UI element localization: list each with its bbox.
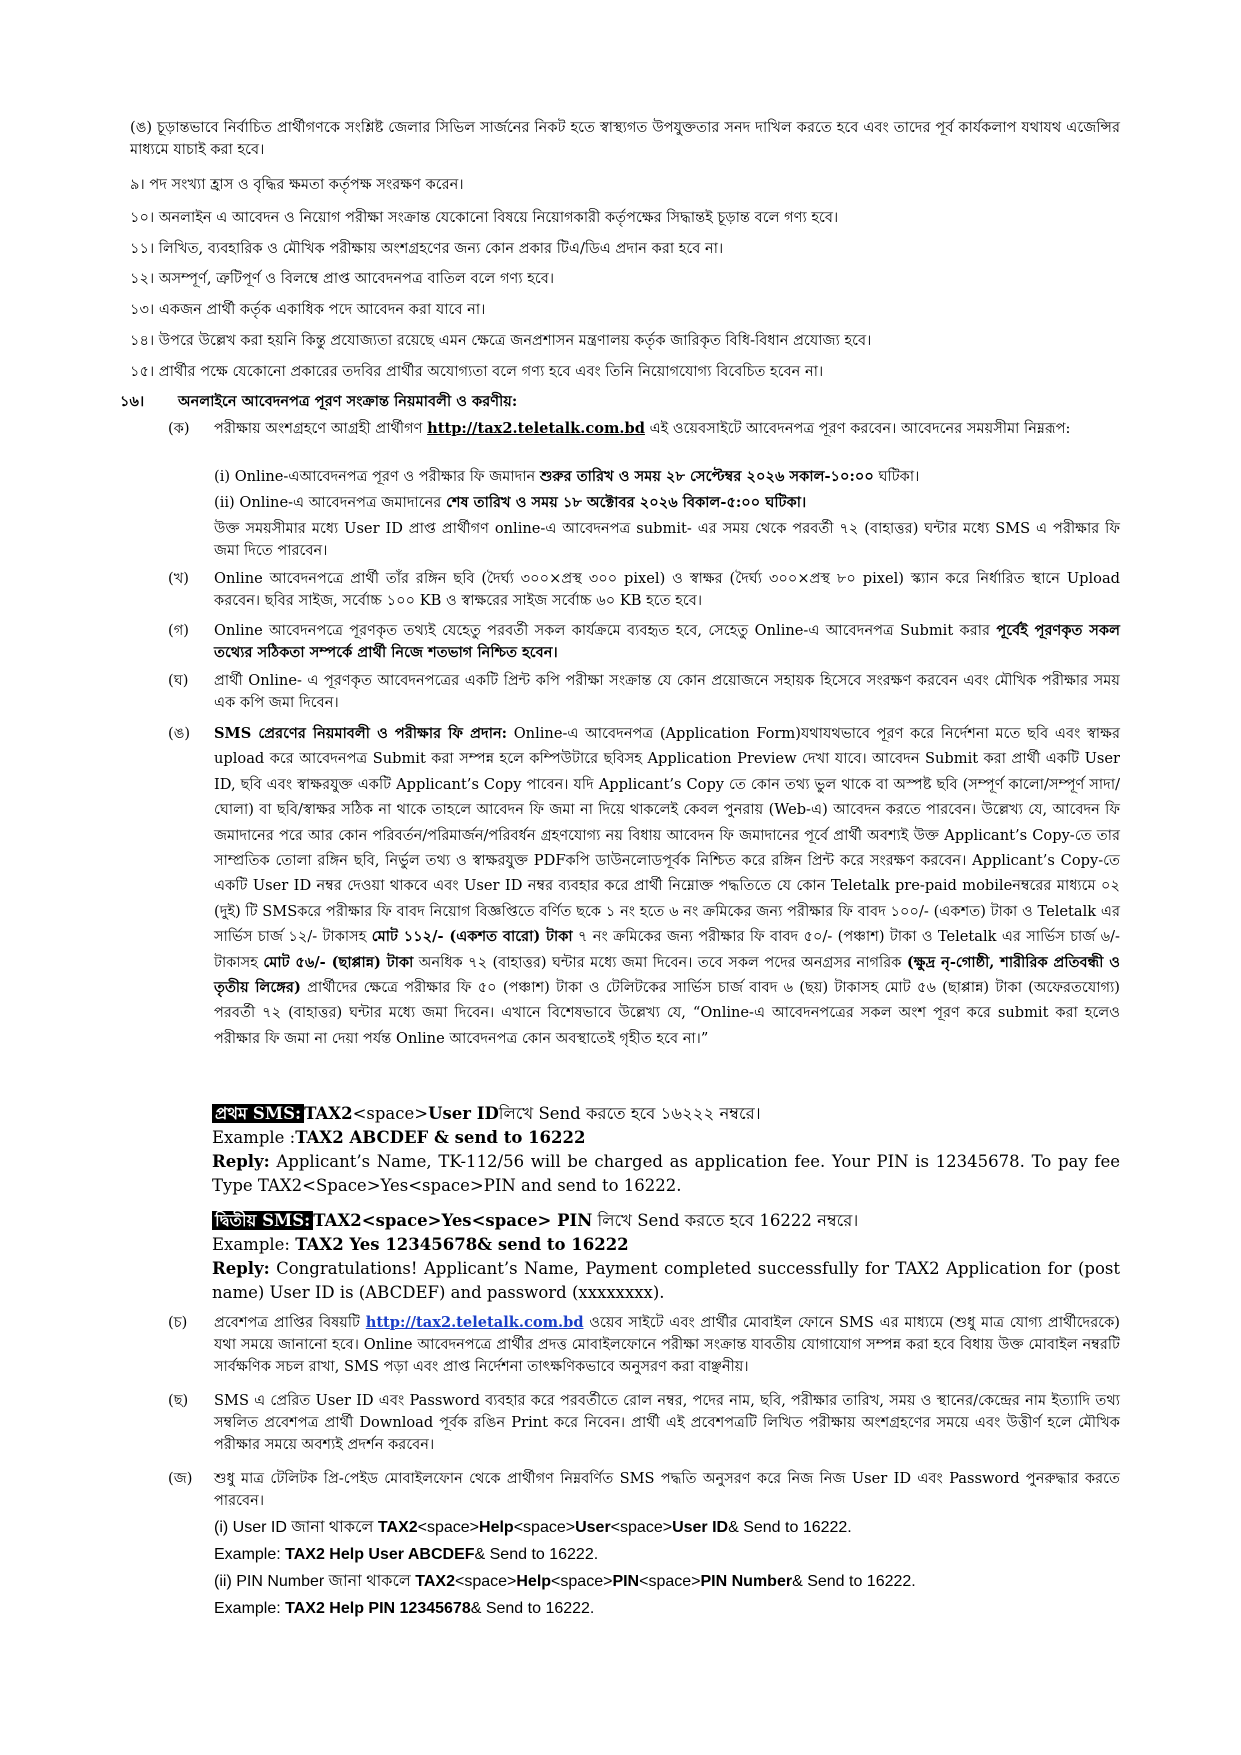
userid-cmd-space-1: <space> xyxy=(417,1519,480,1536)
sms2-reply xyxy=(212,1257,1120,1305)
userid-line-suffix: & Send to 16222. xyxy=(728,1519,852,1536)
rule-item-10: ১০। অনলাইন এ আবেদন ও নিয়োগ পরীক্ষা সংক্রান্ত যেকোনো বিষয়ে নিয়োগকারী কর্তৃপক্ষের সিদ্ধান্তই চূড়ান্ত বলে গণ্য হবে। xyxy=(130,209,839,226)
item-marker: (ছ) xyxy=(168,1392,189,1409)
sms1-cmd-userid: User ID xyxy=(428,1104,499,1123)
fee-total-2: মোট ৫৬/- (ছাপ্পান্ন) টাকা xyxy=(263,953,414,971)
sms1-reply xyxy=(212,1150,1120,1198)
pin-cmd-pin: PIN xyxy=(612,1573,640,1590)
userid-cmd-space-3: <space> xyxy=(610,1519,673,1536)
sms-rules-text-3: অনধিক ৭২ (বাহাত্তর) ঘন্টার মধ্যে জমা দিবেন। তবে সকল পদের অনগ্রসর নাগরিক xyxy=(413,953,907,971)
item-marker: (ঘ) xyxy=(168,672,189,689)
item-marker: (গ) xyxy=(168,622,189,639)
ka-end-date-line xyxy=(214,492,1120,514)
userid-cmd-user: User xyxy=(575,1519,611,1536)
pin-line-label: (ii) PIN Number জানা থাকলে xyxy=(214,1573,416,1590)
sub-item-cha xyxy=(168,1312,1120,1378)
ka-start-date-line xyxy=(214,466,1120,488)
rule-item-12: ১২। অসম্পূর্ণ, ত্রুটিপূর্ণ ও বিলম্বে প্রাপ্ত আবেদনপত্র বাতিল বলে গণ্য হবে। xyxy=(130,270,555,287)
sms2-cmd-space-1: <space> xyxy=(361,1211,442,1230)
website-link[interactable]: http://tax2.teletalk.com.bd xyxy=(427,420,645,437)
sms1-cmd-tax2: TAX2 xyxy=(304,1104,353,1123)
userid-example-cmd: TAX2 Help User ABCDEF xyxy=(285,1546,475,1563)
sub-item-uma xyxy=(168,721,1120,1051)
sub-item-ga xyxy=(168,620,1120,664)
ga-text: Online আবেদনপত্রে পূরণকৃত তথ্যই যেহেতু পরবর্তী সকল কার্যক্রমে ব্যবহৃত হবে, সেহেতু Online-এ আবেদনপত্র Submit করার xyxy=(214,622,997,639)
ja-pin-example xyxy=(214,1596,1120,1622)
paragraph-medical-certificate xyxy=(130,117,1120,161)
sms1-reply-text: Applicant’s Name, TK-112/56 will be charged as application fee. Your PIN is 12345678. To pay fee Type TAX2<Space>Yes<space>PIN and send to 16222. xyxy=(212,1152,1120,1195)
website-link[interactable]: http://tax2.teletalk.com.bd xyxy=(365,1314,584,1331)
userid-cmd-userid: User ID xyxy=(672,1519,729,1536)
item-marker: (চ) xyxy=(168,1314,188,1331)
ka-note: উক্ত সময়সীমার মধ্যে User ID প্রাপ্ত প্রার্থীগণ online-এ আবেদনপত্র submit- এর সময় থেকে পরবর্তী ৭২ (বাহাত্তর) ঘন্টার মধ্যে SMS এ পরীক্ষার ফি জমা দিতে পারবেন। xyxy=(214,520,1120,559)
rule-item-13: ১৩। একজন প্রার্থী কর্তৃক একাধিক পদে আবেদন করা যাবে না। xyxy=(130,301,486,318)
start-date-suffix: ঘটিকা। xyxy=(873,468,920,485)
kha-text: Online আবেদনপত্রে প্রার্থী তাঁর রঙ্গিন ছবি (দৈর্ঘ্য ৩০০×প্রস্থ ৩০০ pixel) ও স্বাক্ষর (দৈর্ঘ্য ৩০০×প্রস্থ ৮০ pixel) স্ক্যান করে নির্ধারিত স্থানে Upload করবেন। ছবির সাইজ, সর্বোচ্চ ১০০ KB ও স্বাক্ষরের সাইজ সর্বোচ্চ ৬০ KB হতে হবে। xyxy=(214,570,1120,609)
ja-userid-line xyxy=(214,1515,1120,1541)
pin-example-suffix: & Send to 16222. xyxy=(470,1600,595,1617)
reduced-fee-groups: (ক্ষুদ্র নৃ-গোষ্ঠী, শারীরিক প্রতিবন্ধী ও তৃতীয় লিঙ্গের) xyxy=(214,953,1120,997)
section-number: ১৬। xyxy=(120,393,145,410)
sms-rules-text-2: ৭ নং ক্রমিকের জন্য পরীক্ষার ফি বাবদ ৫০/- (পঞ্চাশ) টাকা ও Teletalk এর সার্ভিস চার্জ ৬/- টাকাসহ xyxy=(214,928,1120,971)
sms1-cmd-space: <space> xyxy=(352,1104,429,1123)
pin-cmd-tax2: TAX2 xyxy=(415,1573,455,1590)
fee-total-1: মোট ১১২/- (একশত বারো) টাকা xyxy=(371,928,573,946)
end-date-value: শেষ তারিখ ও সময় ১৮ অক্টোবর ২০২৬ বিকাল-৫:০০ ঘটিকা। xyxy=(445,494,807,511)
userid-example-suffix: & Send to 16222. xyxy=(474,1546,599,1563)
item-marker: (ক) xyxy=(168,420,190,437)
sms1-reply-label: Reply: xyxy=(212,1152,270,1171)
section-title: অনলাইনে আবেদনপত্র পূরণ সংক্রান্ত নিয়মাবলী ও করণীয়: xyxy=(178,393,518,410)
sms-rules-text-4: প্রার্থীদের ক্ষেত্রে পরীক্ষার ফি ৫০ (পঞ্চাশ) টাকা ও টেলিটকের সার্ভিস চার্জ বাবদ ৬ (ছয়) টাকাসহ মোট ৫৬ (ছাপ্পান্ন) টাকা (অফেরতযোগ্য) পরবর্তী ৭২ (বাহাত্তর) ঘন্টার মধ্যে জমা দিবেন। এখানে বিশেষভাবে উল্লেখ্য যে, “Online-এ আবেদনপত্রের সকল অংশ পূরণ করে submit করা হলেও পরীক্ষার ফি জমা না দেয়া পর্যন্ত Online আবেদনপত্র কোন অবস্থাতেই গৃহীত হবে না।” xyxy=(214,979,1121,1047)
sms2-example-label: Example: xyxy=(212,1235,296,1254)
sms-rules-text-1: Online-এ আবেদনপত্র (Application Form)যথাযথভাবে পূরণ করে নির্দেশনা মতে ছবি এবং স্বাক্ষর upload করে আবেদনপত্র Submit করা সম্পন্ন হলে কম্পিউটারে ছবিসহ Application Preview দেখা যাবে। আবেদন Submit করা প্রার্থী একটি User ID, ছবি এবং স্বাক্ষরযুক্ত একটি Applicant’s Copy পাবেন। যদি Applicant’s Copy তে কোন তথ্য ভুল থাকে বা অস্পষ্ট ছবি (সম্পূর্ণ কালো/সম্পূর্ণ সাদা/ঘোলা) বা ছবি/স্বাক্ষর সঠিক না থাকে তাহলে আবেদন ফি জমা না দিয়ে থাকলেই কেবল পুনরায় (Web-এ) আবেদন করতে পারবেন। উল্লেখ্য যে, আবেদন ফি জমাদানের পরে আর কোন পরিবর্তন/পরিমার্জন/পরিবর্ধন গ্রহণযোগ্য নয় বিধায় আবেদন ফি জমাদানের পূর্বে প্রার্থী অবশ্যই উক্ত Applicant’s Copy-তে তার সাম্প্রতিক তোলা রঙ্গিন ছবি, নির্ভুল তথ্য ও স্বাক্ষরযুক্ত PDFকপি ডাউনলোডপূর্বক নিশ্চিত করে রঙ্গিন প্রিন্ট করে সংরক্ষণ করবেন। Applicant’s Copy-তে একটি User ID নম্বর দেওয়া থাকবে এবং User ID নম্বর ব্যবহার করে প্রার্থী নিম্নোক্ত পদ্ধতিতে যে কোন Teletalk pre-paid mobileনম্বরের মাধ্যমে ০২ (দুই) টি SMSকরে পরীক্ষার ফি বাবদ নিয়োগ বিজ্ঞপ্তিতে বর্ণিত ছকে ১ নং হতে ৬ নং ক্রমিকের জন্য পরীক্ষার ফি বাবদ ১০০/- (একশত) টাকা ও Teletalk এর সার্ভিস চার্জ ১২/- টাকাসহ xyxy=(214,725,1120,946)
item-marker: (ঙ) xyxy=(130,119,153,136)
pin-cmd-pin-number: PIN Number xyxy=(700,1573,793,1590)
paragraph-text: চূড়ান্তভাবে নির্বাচিত প্রার্থীগণকে সংশ্লিষ্ট জেলার সিভিল সার্জনের নিকট হতে স্বাস্থ্যগত উপযুক্ততার সনদ দাখিল করতে হবে এবং তাদের পূর্ব কার্যকলাপ যথাযথ এজেন্সির মাধ্যমে যাচাই করা হবে। xyxy=(130,119,1120,158)
pin-cmd-space-2: <space> xyxy=(551,1573,613,1590)
sms1-example-line xyxy=(212,1126,1120,1150)
sms2-example-line xyxy=(212,1233,1120,1257)
sms2-command-line xyxy=(212,1209,1120,1233)
sms1-command-line xyxy=(212,1102,1120,1126)
ja-pin-line xyxy=(214,1569,1120,1595)
sub-item-ja xyxy=(168,1468,1120,1512)
sms2-cmd-tax2: TAX2 xyxy=(313,1211,362,1230)
ka-text-post: এই ওয়েবসাইটে আবেদনপত্র পূরণ করবেন। আবেদনের সময়সীমা নিম্নরূপ: xyxy=(649,420,1071,437)
sub-item-kha xyxy=(168,568,1120,612)
userid-cmd-tax2: TAX2 xyxy=(377,1519,418,1536)
ja-userid-example xyxy=(214,1542,1120,1568)
chha-text: SMS এ প্রেরিত User ID এবং Password ব্যবহার করে পরবর্তীতে রোল নম্বর, পদের নাম, ছবি, পরীক্ষার তারিখ, সময় ও স্থানের/কেন্দ্রের নাম ইত্যাদি তথ্য সম্বলিত প্রবেশপত্র প্রার্থী Download পূর্বক রঙিন Print করে নিবেন। প্রার্থী এই প্রবেশপত্রটি লিখিত পরীক্ষায় অংশগ্রহণের সময়ে এবং উত্তীর্ণ হলে মৌখিক পরীক্ষার সময়ে অবশ্যই প্রদর্শন করবেন। xyxy=(214,1392,1120,1453)
start-date-label: (i) Online-এআবেদনপত্র পূরণ ও পরীক্ষার ফি জমাদান xyxy=(214,468,540,485)
sms2-cmd-pin: PIN xyxy=(551,1211,593,1230)
userid-example-label: Example: xyxy=(214,1546,286,1563)
ja-text: শুধু মাত্র টেলিটক প্রি-পেইড মোবাইলফোন থেকে প্রার্থীগণ নিম্নবর্ণিত SMS পদ্ধতি অনুসরণ করে নিজ নিজ User ID এবং Password পুনরুদ্ধার করতে পারবেন। xyxy=(214,1470,1120,1509)
sms2-cmd-space-2: <space> xyxy=(471,1211,552,1230)
item-marker: (খ) xyxy=(168,570,189,587)
sms1-example-label: Example : xyxy=(212,1128,296,1147)
pin-line-suffix: & Send to 16222. xyxy=(792,1573,916,1590)
rule-item-15: ১৫। প্রার্থীর পক্ষে যেকোনো প্রকারের তদবির প্রার্থীর অযোগ্যতা বলে গণ্য হবে এবং তিনি নিয়োগযোগ্য বিবেচিত হবেন না। xyxy=(130,363,824,380)
sms2-reply-label: Reply: xyxy=(212,1259,270,1278)
start-date-value: শুরুর তারিখ ও সময় ২৮ সেপ্টেম্বর ২০২৬ সকাল-১০:০০ xyxy=(539,468,874,485)
cha-text-pre: প্রবেশপত্র প্রাপ্তির বিষয়টি xyxy=(214,1314,366,1331)
pin-cmd-help: Help xyxy=(516,1573,552,1590)
userid-cmd-space-2: <space> xyxy=(513,1519,576,1536)
pin-cmd-space-3: <space> xyxy=(639,1573,701,1590)
sms2-label: দ্বিতীয় SMS: xyxy=(212,1211,313,1230)
end-date-label: (ii) Online-এ আবেদনপত্র জমাদানের xyxy=(214,494,446,511)
sms2-reply-text: Congratulations! Applicant’s Name, Payment completed successfully for TAX2 Application for (post name) User ID is (ABCDEF) and password (xxxxxxxx). xyxy=(212,1259,1120,1302)
sms1-rest: লিখে Send করতে হবে ১৬২২২ নম্বরে। xyxy=(498,1104,761,1123)
gha-text: প্রার্থী Online- এ পূরণকৃত আবেদনপত্রের একটি প্রিন্ট কপি পরীক্ষা সংক্রান্ত যে কোন প্রয়োজনে সহায়ক হিসেবে সংরক্ষণ করবেন এবং মৌখিক পরীক্ষার সময় এক কপি জমা দিবেন। xyxy=(214,672,1120,711)
sms1-label: প্রথম SMS: xyxy=(212,1104,304,1123)
sms2-cmd-yes: Yes xyxy=(441,1211,472,1230)
sms2-rest: লিখে Send করতে হবে 16222 নম্বরে। xyxy=(592,1211,859,1230)
pin-cmd-space-1: <space> xyxy=(454,1573,517,1590)
rule-item-9: ৯। পদ সংখ্যা হ্রাস ও বৃদ্ধির ক্ষমতা কর্তৃপক্ষ সংরক্ষণ করেন। xyxy=(130,176,464,193)
item-marker: (ঙ) xyxy=(168,725,191,742)
ka-text-pre: পরীক্ষায় অংশগ্রহণে আগ্রহী প্রার্থীগণ xyxy=(214,420,423,437)
sms-rules-heading: SMS প্রেরণের নিয়মাবলী ও পরীক্ষার ফি প্রদান: xyxy=(214,725,508,742)
item-marker: (জ) xyxy=(168,1470,193,1487)
userid-line-label: (i) User ID জানা থাকলে xyxy=(214,1519,378,1536)
userid-cmd-help: Help xyxy=(479,1519,514,1536)
rule-item-14: ১৪। উপরে উল্লেখ করা হয়নি কিন্তু প্রযোজ্যতা রয়েছে এমন ক্ষেত্রে জনপ্রশাসন মন্ত্রণালয় কর্তৃক জারিকৃত বিধি-বিধান প্রযোজ্য হবে। xyxy=(130,332,872,349)
sub-item-gha xyxy=(168,670,1120,714)
sub-item-chha xyxy=(168,1390,1120,1456)
ga-bold-text: পূর্বেই পূরণকৃত সকল তথ্যের সঠিকতা সম্পর্কে প্রার্থী নিজে শতভাগ নিশ্চিত হবেন। xyxy=(214,622,1120,661)
sub-item-ka xyxy=(168,418,1120,440)
rule-item-11: ১১। লিখিত, ব্যবহারিক ও মৌখিক পরীক্ষায় অংশগ্রহণের জন্য কোন প্রকার টিএ/ডিএ প্রদান করা হবে না। xyxy=(130,240,724,257)
cha-text-post: ওয়েব সাইটে এবং প্রার্থীর মোবাইল ফোনে SMS এর মাধ্যমে (শুধু মাত্র যোগ্য প্রার্থীদেরকে) যথা সময়ে জানানো হবে। Online আবেদনপত্রে প্রার্থীর প্রদত্ত মোবাইলফোনে পরীক্ষা সংক্রান্ত যাবতীয় যোগাযোগ সম্পন্ন করা হবে বিধায় উক্ত মোবাইল নম্বরটি সার্বক্ষণিক সচল রাখা, SMS পড়া এবং প্রাপ্ত নির্দেশনা তাৎক্ষণিকভাবে অনুসরণ করা বাঞ্ছনীয়। xyxy=(214,1314,1120,1375)
pin-example-cmd: TAX2 Help PIN 12345678 xyxy=(285,1600,471,1617)
sms2-example-text: TAX2 Yes 12345678& send to 16222 xyxy=(295,1235,629,1254)
pin-example-label: Example: xyxy=(214,1600,286,1617)
sms1-example-text: TAX2 ABCDEF & send to 16222 xyxy=(295,1128,586,1147)
